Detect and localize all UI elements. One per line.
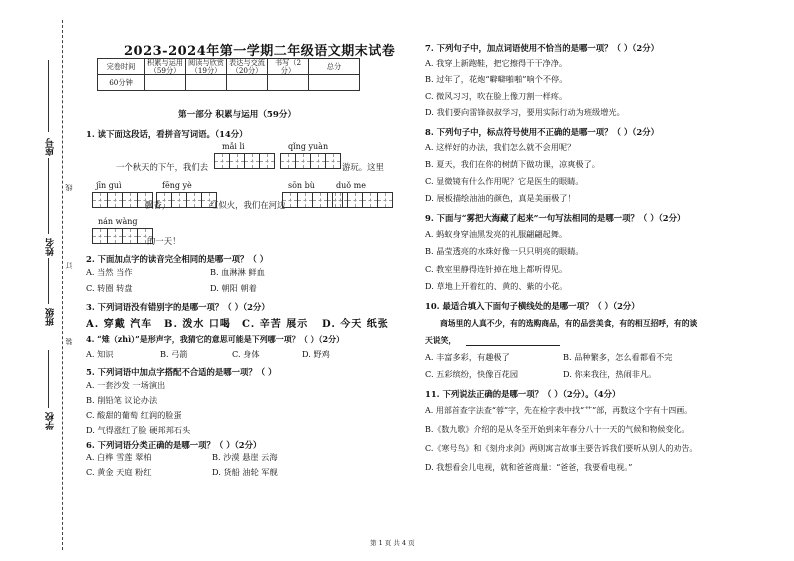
q6-option-b[interactable]: B. 沙漠 悬崖 云海 [212, 452, 278, 462]
q2-option-c[interactable]: C. 转圈 转盘 [86, 283, 133, 293]
question-7: 7. 下列句子中，加点词语使用不恰当的是哪一项？（ ）（2分） [425, 43, 659, 53]
q2-option-d[interactable]: D. 朝阳 朝着 [210, 283, 257, 293]
pinyin-3: jīn guì [96, 181, 122, 190]
q11-option-c[interactable]: C.《寒号鸟》和《刻舟求剑》两则寓言故事主要告诉我们要听从别人的劝告。 [425, 444, 698, 453]
q6-option-d[interactable]: D. 货船 油轮 军舰 [212, 467, 278, 477]
q7-option-c[interactable]: C. 微风习习，吹在脸上像刀割一样疼。 [425, 91, 568, 101]
school-blank-line [48, 350, 49, 408]
pinyin-6: duǒ me [336, 181, 366, 190]
q3-option-c[interactable]: C. 辛苦 展示 [242, 319, 309, 330]
q7-option-a[interactable]: A. 我穿上新跑鞋，把它擦得干干净净。 [425, 58, 568, 68]
q3-option-d[interactable]: D. 今天 纸张 [322, 319, 389, 330]
table-row [98, 59, 360, 75]
question-9: 9. 下面与“雾把大海藏了起来”一句写法相同的是哪一项？（ ）（2分） [425, 213, 686, 223]
q8-option-c[interactable]: C. 显微镜有什么作用呢？它是医生的眼睛。 [425, 176, 584, 186]
question-8: 8. 下列句子中，标点符号使用不正确的是哪一项？（ ）（2分） [425, 127, 659, 137]
table-header-cell: 阅读与欣赏（19分） [186, 59, 227, 75]
pinyin-7: nán wàng [98, 217, 138, 226]
question-5: 5. 下列词语中加点字搭配不合适的是哪一项？（ ） [86, 367, 277, 377]
score-table [97, 58, 360, 91]
q9-option-c[interactable]: C. 教室里静得连针掉在地上都听得见。 [425, 264, 568, 274]
binding-fold-line [62, 20, 63, 550]
q10-option-c[interactable]: C. 五彩缤纷，快像百花园 [425, 369, 519, 379]
q9-option-d[interactable]: D. 草地上开着红的、黄的、紫的小花。 [425, 281, 568, 291]
fold-mark-bind: 订 [65, 262, 73, 269]
question-10: 10. 最适合填入下面句子横线处的是哪一项？（ ）（2分） [425, 301, 640, 311]
q9-option-a[interactable]: A. 蚂蚁身穿油黑发亮的礼服翩翩起舞。 [425, 229, 568, 239]
q6-option-c[interactable]: C. 黄金 天庭 粉红 [86, 467, 152, 477]
table-header-cell: 表达与交流（20分） [227, 59, 268, 75]
table-header-cell: 积累与运用（59分） [145, 59, 186, 75]
q4-option-a[interactable]: A. 知识 [86, 349, 114, 359]
page-footer: 第 1 页 共 4 页 [370, 539, 415, 547]
table-cell[interactable] [309, 75, 360, 91]
table-cell: 60分钟 [98, 75, 145, 91]
q5-option-b[interactable]: B. 削铅笔 议论办法 [86, 395, 158, 405]
class-blank-line [48, 258, 49, 304]
writing-grid-2[interactable] [280, 153, 340, 169]
q8-option-a[interactable]: A. 这样好的办法，我们怎么就不会用呢？ [425, 142, 576, 152]
passage-line-1b: 游玩。这里 [342, 162, 384, 172]
writing-grid-6[interactable] [332, 192, 392, 208]
table-cell[interactable] [268, 75, 309, 91]
q5-option-c[interactable]: C. 酸甜的葡萄 红润的脸蛋 [86, 410, 182, 420]
q6-option-a[interactable]: A. 白桦 雪莲 翠柏 [86, 452, 152, 462]
exam-title: 2023-2024年第一学期二年级语文期末试卷 [124, 44, 396, 59]
question-6: 6. 下列词语分类正确的是哪一项？（ ）（2分） [86, 440, 262, 450]
table-cell[interactable] [145, 75, 186, 91]
pinyin-2: qǐng yuàn [288, 142, 329, 151]
q4-option-b[interactable]: B. 弓箭 [160, 349, 188, 359]
fold-mark-pack: 装 [65, 338, 73, 345]
passage-line-2b: 红似火，我们在河边 [210, 200, 286, 210]
q3-option-b[interactable]: B. 泼水 口喝 [164, 319, 231, 330]
question-11: 11. 下列说法正确的是哪一项？（ ）（2分）。（4分） [425, 389, 621, 399]
table-cell[interactable] [227, 75, 268, 91]
q11-option-a[interactable]: A. 用部首查字法查“蓉”字，先在检字表中找“艹”部，再数这个字有十四画。 [425, 406, 693, 415]
q5-option-a[interactable]: A. 一套沙发 一场演出 [86, 380, 166, 390]
q10-option-d[interactable]: D. 你来我往，热闹非凡。 [563, 369, 657, 379]
name-blank-line [48, 158, 49, 234]
passage-line-3: 的一天！ [147, 236, 181, 246]
q10-sentence-1: 商场里的人真不少，有的选购商品，有的品尝美食，有的相互招呼，有的谈 [440, 319, 698, 328]
passage-line-1a: 一个秋天的下午，我们去 [116, 162, 209, 172]
q7-option-d[interactable]: D. 我们要向雷锋叔叔学习，要用实际行动为班级增光。 [425, 107, 625, 117]
q8-option-b[interactable]: B. 夏天，我们在你的树荫下做功课，凉爽极了。 [425, 159, 600, 169]
fold-mark-line: 线 [65, 184, 73, 191]
table-cell[interactable] [186, 75, 227, 91]
seat-blank-line [48, 60, 49, 132]
name-label: 姓名 [46, 238, 56, 256]
q5-option-d[interactable]: D. 气得涨红了脸 硬邦邦石头 [86, 425, 191, 435]
q10-answer-blank[interactable] [466, 345, 560, 346]
table-row [98, 75, 360, 91]
q3-option-a[interactable]: A. 穿戴 汽车 [86, 319, 153, 330]
q2-option-b[interactable]: B. 血淋淋 鲜血 [210, 267, 265, 277]
seat-label: 座号 [46, 138, 56, 156]
writing-grid-3[interactable] [92, 192, 152, 208]
table-header-cell: 总分 [309, 59, 360, 75]
class-label: 班级 [46, 308, 56, 326]
section-heading: 第一部分 积累与运用（59分） [178, 110, 297, 120]
q4-option-d[interactable]: D. 野鸡 [302, 349, 330, 359]
q11-option-d[interactable]: D. 我想看会儿电视，就和爸爸商量：“爸爸，我要看电视。” [425, 463, 633, 472]
writing-grid-4[interactable] [156, 192, 216, 208]
question-4: 4. “雉（zhì）”是形声字，我猜它的意思可能是下列哪一项？（ ）（2分） [86, 334, 345, 344]
q2-option-a[interactable]: A. 当然 当作 [86, 267, 133, 277]
writing-grid-7[interactable] [92, 228, 152, 244]
table-header-cell: 书写（2分） [268, 59, 309, 75]
q8-option-d[interactable]: D. 展板描绘油油的颜色，真是美丽极了！ [425, 193, 576, 203]
question-1: 1. 读下面这段话，看拼音写词语。（14分） [86, 129, 248, 139]
pinyin-1: mǎi li [222, 142, 245, 151]
q10-sentence-2: 天说笑， [425, 336, 457, 345]
q10-option-a[interactable]: A. 丰富多彩，有趣极了 [425, 352, 510, 362]
pinyin-5: sōn bù [288, 181, 315, 190]
pinyin-4: fēng yè [162, 181, 192, 190]
q9-option-b[interactable]: B. 晶莹透亮的水珠好像一只只明亮的眼睛。 [425, 246, 584, 256]
table-header-cell: 完卷时间 [98, 59, 145, 75]
q4-option-c[interactable]: C. 身体 [232, 349, 260, 359]
q7-option-b[interactable]: B. 过年了，花炮“噼噼啪啪”响个不停。 [425, 74, 568, 84]
question-3: 3. 下列词语没有错别字的是哪一项？（ ）（2分） [86, 302, 270, 312]
question-2: 2. 下面加点字的读音完全相同的是哪一项？（ ） [86, 254, 269, 264]
q11-option-b[interactable]: B.《数九歌》介绍的是从冬至开始到来年春分八十一天的气候和物候变化。 [425, 425, 690, 434]
school-label: 学校 [46, 412, 56, 430]
q10-option-b[interactable]: B. 品种繁多，怎么看都看不完 [563, 352, 673, 362]
writing-grid-1[interactable] [214, 153, 274, 169]
passage-line-2a: 飘香， [145, 200, 171, 210]
